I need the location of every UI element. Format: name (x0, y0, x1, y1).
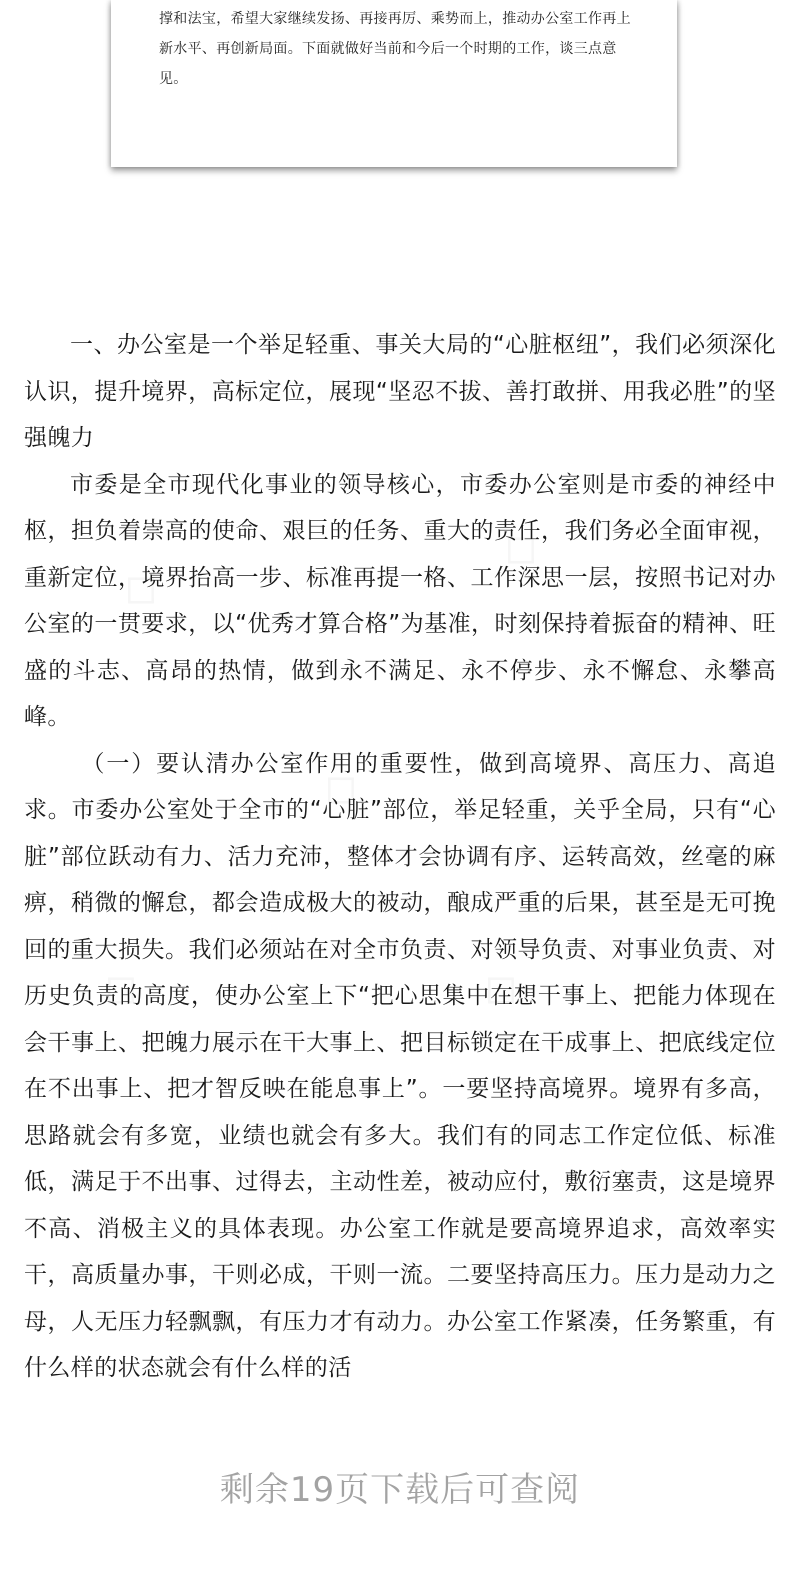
download-to-view-label: 下载后可查阅 (370, 1470, 581, 1510)
remaining-pages-label: 剩余19页 (219, 1470, 371, 1510)
preview-text: 撑和法宝，希望大家继续发扬、再接再厉、乘势而上，推动办公室工作再上新水平、再创新局面。下面就做好当前和今后一个时期的工作，谈三点意见。 (159, 11, 631, 87)
body-paragraph: （一）要认清办公室作用的重要性，做到高境界、高压力、高追求。市委办公室处于全市的“心脏”部位，举足轻重，关乎全局，只有“心脏”部位跃动有力、活力充沛，整体才会协调有序、运转高效，丝毫的麻痹，稍微的懈怠，都会造成极大的被动，酿成严重的后果，甚至是无可挽回的重大损失。我们必须站在对全市负责、对领导负责、对事业负责、对历史负责的高度，使办公室上下“把心思集中在想干事上、把能力体现在会干事上、把魄力展示在干大事上、把目标锁定在干成事上、把底线定位在不出事上、把才智反映在能息事上”。一要坚持高境界。境界有多高，思路就会有多宽，业绩也就会有多大。我们有的同志工作定位低、标准低，满足于不出事、过得去，主动性差，被动应付，敷衍塞责，这是境界不高、消极主义的具体表现。办公室工作就是要高境界追求，高效率实干，高质量办事，干则必成，干则一流。二要坚持高压力。压力是动力之母，人无压力轻飘飘，有压力才有动力。办公室工作紧凑，任务繁重，有什么样的状态就会有什么样的活 (24, 750, 776, 1381)
section-heading: 一、办公室是一个举足轻重、事关大局的“心脏枢纽”，我们必须深化认识，提升境界，高标定位，展现“坚忍不拔、善打敢拼、用我必胜”的坚强魄力 (24, 332, 776, 451)
body-paragraph: 市委是全市现代化事业的领导核心，市委办公室则是市委的神经中枢，担负着崇高的使命、艰巨的任务、重大的责任，我们务必全面审视，重新定位，境界抬高一步、标准再提一格、工作深思一层，按照书记对办公室的一贯要求，以“优秀才算合格”为基准，时刻保持着振奋的精神、旺盛的斗志、高昂的热情，做到永不满足、永不停步、永不懈怠、永攀高峰。 (24, 471, 776, 730)
document-body (24, 322, 776, 1392)
download-prompt[interactable] (0, 1460, 800, 1520)
document-preview-card (111, 0, 677, 167)
